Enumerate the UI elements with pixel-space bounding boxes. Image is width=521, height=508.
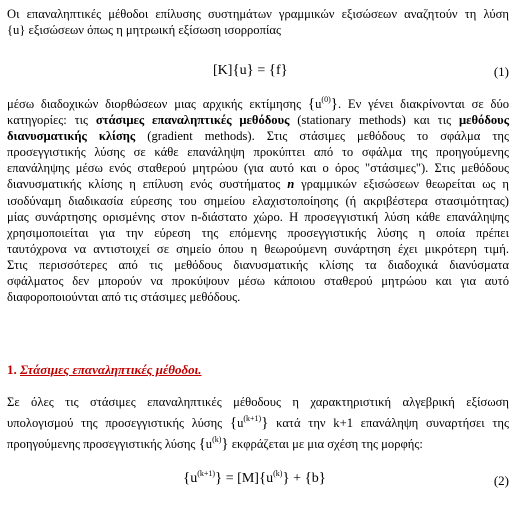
superscript: (k+1) bbox=[197, 469, 216, 478]
text-line: σφάλματος δεν μπορούν να προκύψουν μέσω κάποιου σταθερού μητρώου και για αυτό bbox=[7, 274, 509, 289]
section-number: 1. bbox=[7, 362, 17, 377]
text-line: διανυσματικής κλίσης η επίλυση ενός συστήματος n γραμμικών εξισώσεων θεωρείται ως η bbox=[7, 177, 509, 192]
section-title: Στάσιμες επαναληπτικές μέθοδοι. bbox=[20, 362, 202, 377]
text-line: Στις περισσότερες από τις μεθόδους διανυσματικής κλίσης τα διαδοχικά διανύσματα bbox=[7, 257, 509, 272]
text-line: {u} εξισώσεων όπως η μητρωική εξίσωση ισορροπίας bbox=[7, 23, 281, 38]
stationary-paragraph bbox=[7, 392, 509, 455]
methods-paragraph bbox=[7, 96, 509, 305]
equation-number-2: (2) bbox=[493, 473, 509, 488]
term-gradient: διανυσματικής κλίσης bbox=[7, 129, 136, 144]
text-line: Σε όλες τις στάσιμες επαναληπτικές μέθοδους η χαρακτηριστική αλγεβρική εξίσωση bbox=[7, 395, 509, 409]
term-stationary: στάσιμες επαναληπτικές μεθόδους bbox=[95, 113, 290, 128]
text-line: κατηγορίες: τις στάσιμες επαναληπτικές μεθόδους (stationary methods) και τις μεθόδους bbox=[7, 113, 510, 128]
matrix-m: M bbox=[241, 471, 255, 486]
text-line: ταυτόχρονα να αντιστοιχεί σε σημείο όπου η θεωρούμενη συνάρτηση έχει μικρότερη τιμή. bbox=[7, 241, 509, 256]
section-heading bbox=[7, 362, 202, 378]
text-line: προηγούμενης προσεγγιστικής λύσης $\{u^{(k)}\}$ εκφράζεται με μια σχέση της μορφής: bbox=[7, 435, 423, 452]
text-line: μέσω διαδοχικών διορθώσεων μιας αρχικής εκτίμησης $\{u^{(0)}\}$. Εν γένει διακρίνονται σε δύο bbox=[7, 95, 509, 112]
text-line: επανάληψης μέσω ενός σταθερού μητρώου (για αυτό και ο όρος "στάσιμες"). Στις μεθόδους bbox=[7, 161, 509, 176]
text-line: προσεγγιστικής λύσης σε κάθε επανάληψη προκύπτει από το σφάλμα της προηγούμενης bbox=[7, 145, 509, 160]
matrix-k: K bbox=[217, 63, 228, 78]
term-methods: μεθόδους bbox=[458, 113, 510, 128]
vector-f: f bbox=[275, 63, 281, 78]
text-line: υπολογισμού της προσεγγιστικής λύσης $\{u^{(k+1)}\}$ κατά την k+1 επανάληψη συναρτήσει της bbox=[7, 414, 509, 431]
equation-1: [K]{u} = {f} bbox=[213, 62, 288, 78]
superscript: (k) bbox=[212, 435, 222, 444]
superscript: (k) bbox=[273, 469, 283, 478]
text-line: διαφοροποιούνται από τις στάσιμες μεθόδους. bbox=[7, 290, 241, 305]
intro-paragraph bbox=[7, 6, 509, 38]
vector-b: b bbox=[311, 471, 319, 486]
text-line: ισοδύναμη διαδικασία εύρεσης του σημείου ελαχιστοποίησης (ή ακριβέστερα στασιμότητας) bbox=[7, 193, 509, 208]
superscript: (k+1) bbox=[243, 414, 262, 423]
text-line: διανυσματικής κλίσης (gradient methods). Στις στάσιμες μεθόδους το σφάλμα της bbox=[7, 129, 509, 144]
superscript: (0) bbox=[321, 95, 331, 104]
text-line: χρησιμοποιείται για την εύρεση της επόμενης προσεγγιστικής λύσης η οποία πρέπει bbox=[7, 225, 509, 240]
vector-u: u bbox=[239, 63, 247, 78]
text-line: μίας συνάρτησης ορισμένης στον n-διάστατο χώρο. Η προσεγγιστική λύση κάθε επανάληψης bbox=[7, 209, 509, 224]
equation-number-1: (1) bbox=[493, 64, 509, 79]
text-line: Οι επαναληπτικές μέθοδοι επίλυσης συστημάτων γραμμικών εξισώσεων αναζητούν τη λύση bbox=[7, 7, 509, 21]
equation-2: $\{u^{(k+1)}\} = [M]\{u^{(k)}\} + \{b\}$ bbox=[183, 469, 326, 486]
